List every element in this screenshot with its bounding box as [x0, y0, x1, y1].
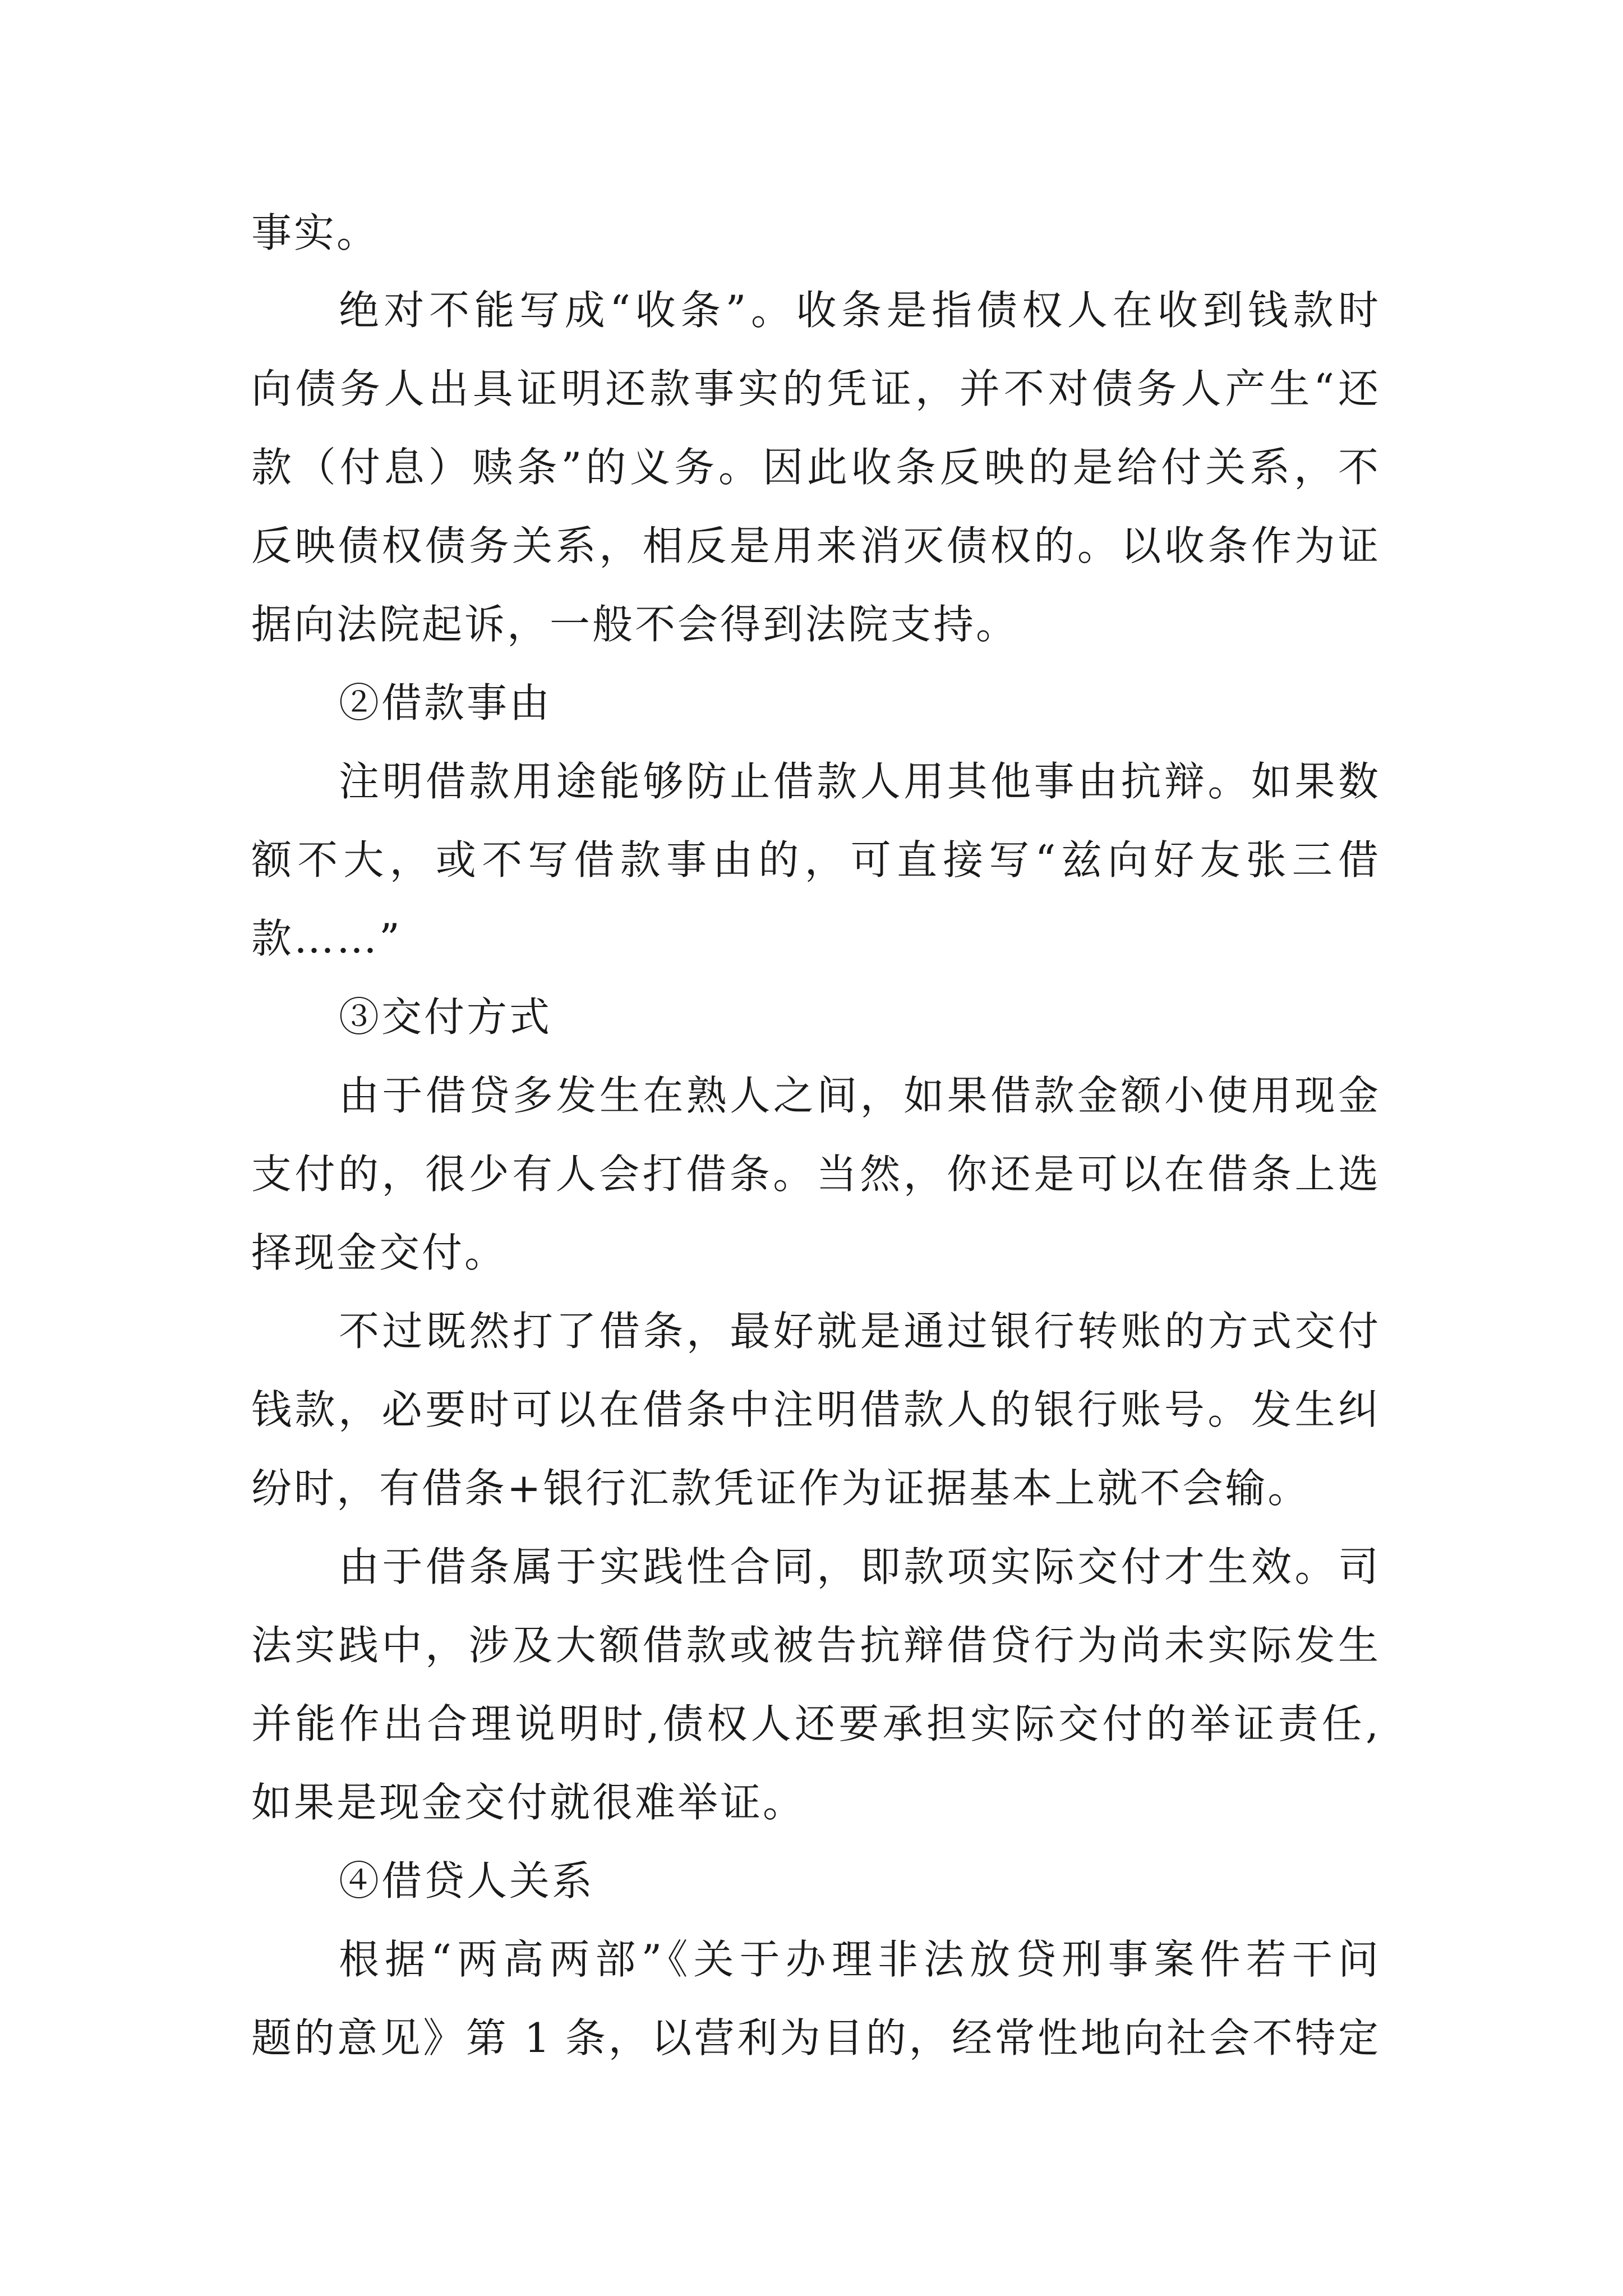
text-line: 根据“两高两部”《关于办理非法放贷刑事案件若干问 — [339, 1936, 1378, 1983]
text-line: 反映债权债务关系，相反是用来消灭债权的。以收条作为证 — [251, 522, 1378, 569]
text-line: 支付的，很少有人会打借条。当然，你还是可以在借条上选 — [251, 1151, 1378, 1198]
text-line: 注明借款用途能够防止借款人用其他事由抗辩。如果数 — [339, 758, 1378, 805]
section-heading: ③交付方式 — [339, 993, 552, 1041]
text-line: 如果是现金交付就很难举证。 — [251, 1779, 806, 1826]
text-line: 由于借条属于实践性合同，即款项实际交付才生效。司 — [339, 1543, 1378, 1590]
text-line: 钱款，必要时可以在借条中注明借款人的银行账号。发生纠 — [251, 1386, 1378, 1433]
text-line: 并能作出合理说明时,债权人还要承担实际交付的举证责任, — [251, 1700, 1378, 1747]
text-line: 额不大，或不写借款事由的，可直接写“兹向好友张三借 — [251, 836, 1378, 884]
text-line: 事实。 — [251, 209, 380, 256]
text-line: 据向法院起诉，一般不会得到法院支持。 — [251, 601, 1019, 648]
section-heading: ②借款事由 — [339, 679, 552, 726]
text-line: 款……” — [251, 915, 402, 962]
text-line: 题的意见》第 1 条，以营利为目的，经常性地向社会不特定 — [251, 2014, 1378, 2062]
text-line: 择现金交付。 — [251, 1229, 508, 1276]
text-line: 由于借贷多发生在熟人之间，如果借款金额小使用现金 — [339, 1072, 1378, 1119]
text-line: 向债务人出具证明还款事实的凭证，并不对债务人产生“还 — [251, 365, 1378, 412]
text-line: 法实践中，涉及大额借款或被告抗辩借贷行为尚未实际发生 — [251, 1622, 1378, 1669]
section-heading: ④借贷人关系 — [339, 1857, 595, 1904]
text-line: 款（付息）赎条”的义务。因此收条反映的是给付关系，不 — [251, 444, 1378, 491]
text-line: 不过既然打了借条，最好就是通过银行转账的方式交付 — [339, 1308, 1378, 1355]
text-line: 纷时，有借条+银行汇款凭证作为证据基本上就不会输。 — [251, 1465, 1311, 1512]
text-line: 绝对不能写成“收条”。收条是指债权人在收到钱款时 — [339, 287, 1378, 334]
